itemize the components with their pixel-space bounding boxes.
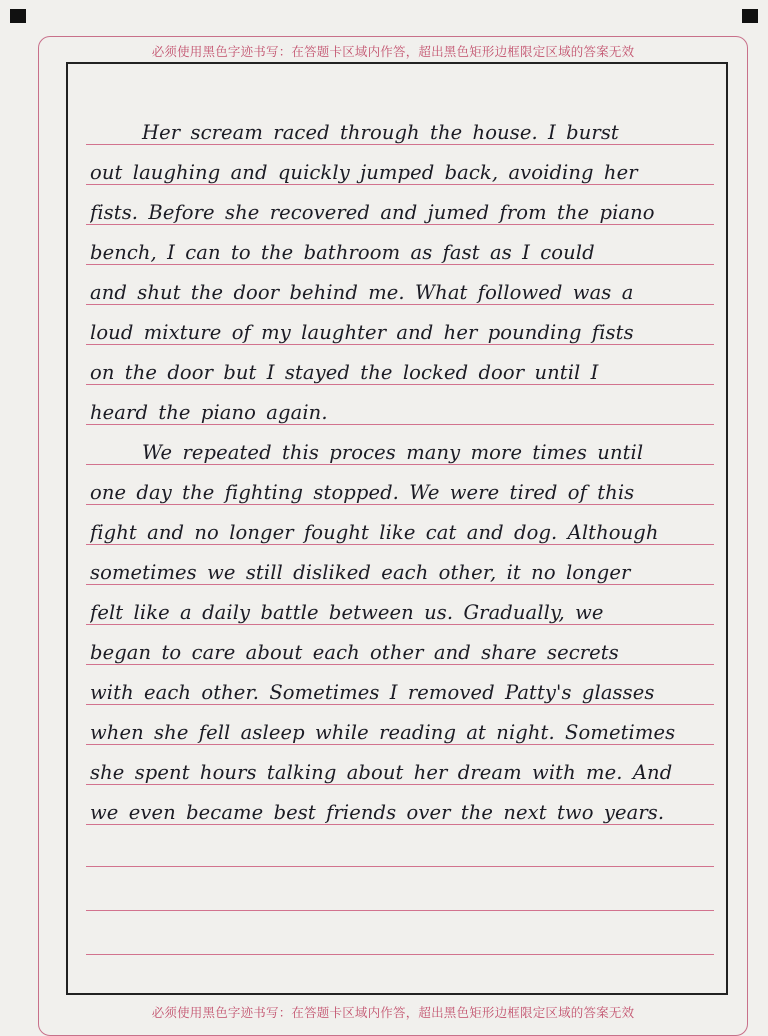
essay-line: fight and no longer fought like cat and dog. Although [90, 521, 659, 544]
essay-line: Her scream raced through the house. I burst [142, 121, 619, 144]
ruled-line [86, 954, 714, 955]
ruled-line [86, 866, 714, 867]
alignment-mark-left [10, 9, 26, 23]
essay-line: when she fell asleep while reading at night. Sometimes [90, 721, 676, 744]
essay-line: felt like a daily battle between us. Gradually, we [90, 601, 604, 624]
essay-line: began to care about each other and share secrets [90, 641, 619, 664]
essay-line: one day the fighting stopped. We were tired of this [90, 481, 635, 504]
essay-line: out laughing and quickly jumped back, avoiding her [90, 161, 638, 184]
essay-line: heard the piano again. [90, 401, 328, 424]
instruction-footer: 必须使用黑色字迹书写：在答题卡区域内作答，超出黑色矩形边框限定区域的答案无效 [151, 1005, 635, 1020]
alignment-mark-right [742, 9, 758, 23]
essay-line: she spent hours talking about her dream with me. And [90, 761, 673, 784]
essay-line: loud mixture of my laughter and her pounding fists [90, 321, 634, 344]
essay-line: and shut the door behind me. What followed was a [90, 281, 634, 304]
essay-line: sometimes we still disliked each other, it no longer [90, 561, 631, 584]
essay-line: with each other. Sometimes I removed Patty's glasses [90, 681, 655, 704]
ruled-line [86, 910, 714, 911]
instruction-header: 必须使用黑色字迹书写：在答题卡区域内作答，超出黑色矩形边框限定区域的答案无效 [151, 44, 635, 59]
essay-line: we even became best friends over the next two years. [90, 801, 665, 824]
essay-line: on the door but I stayed the locked door until I [90, 361, 599, 384]
essay-line: bench, I can to the bathroom as fast as I could [90, 241, 595, 264]
ruled-lines [86, 0, 714, 1024]
essay-line: We repeated this proces many more times until [142, 441, 644, 464]
essay-line: fists. Before she recovered and jumed from the piano [90, 201, 655, 224]
